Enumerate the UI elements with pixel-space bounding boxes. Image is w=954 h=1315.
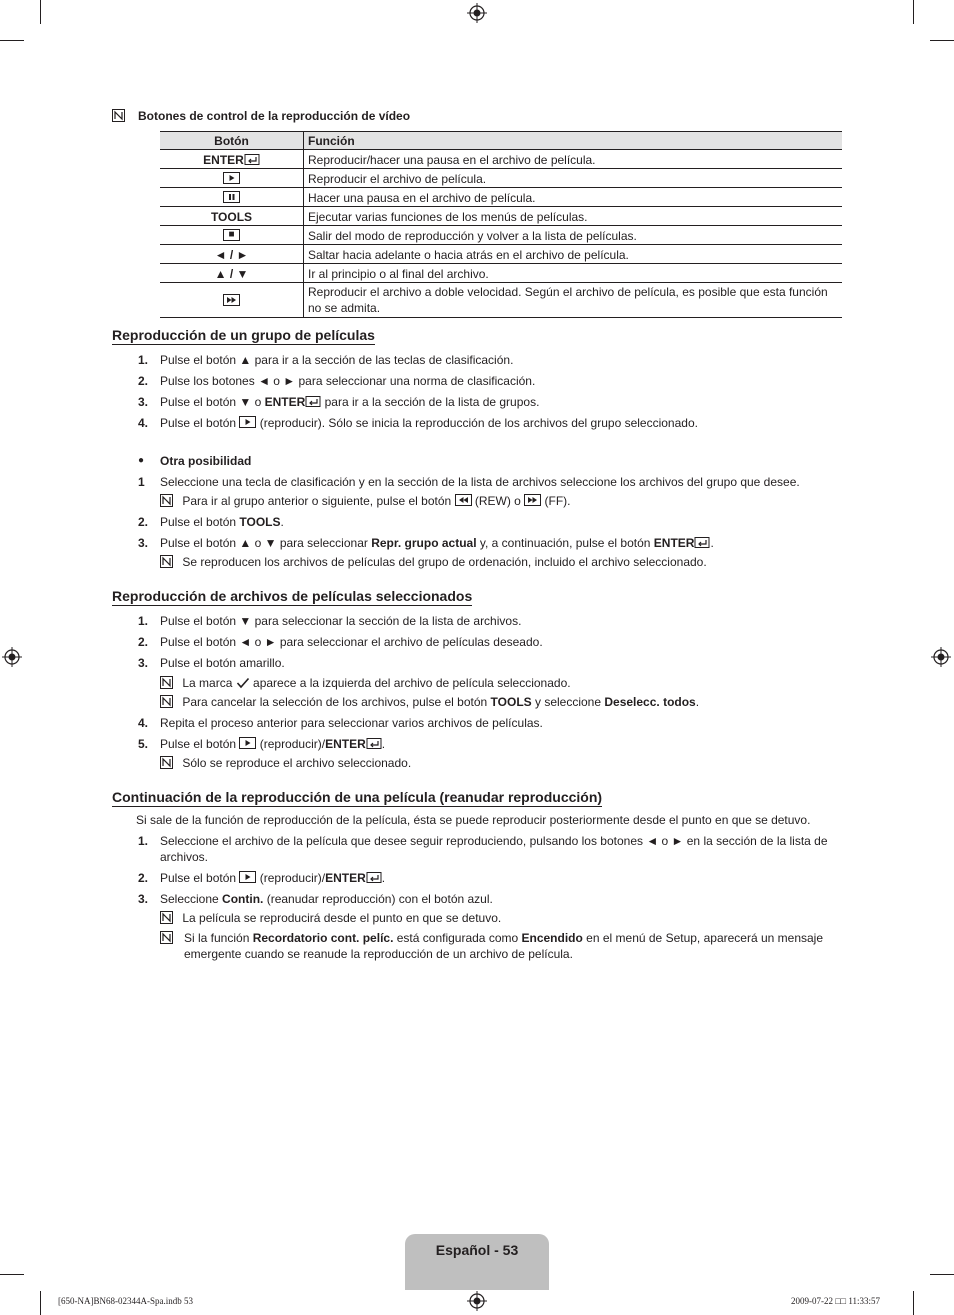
button-label: ENTER xyxy=(203,152,244,167)
registration-mark-icon xyxy=(467,3,487,23)
function-cell: Hacer una pausa en el archivo de película. xyxy=(304,188,843,207)
button-cell xyxy=(160,150,304,169)
step-text xyxy=(160,535,714,551)
bullet-icon: ● xyxy=(138,455,145,466)
step-number: 1. xyxy=(138,834,149,848)
step-number: 4. xyxy=(138,716,149,730)
step-number: 3. xyxy=(138,395,149,409)
page-number-tab xyxy=(405,1234,549,1290)
table-row xyxy=(160,150,842,169)
text-run: está configurada como xyxy=(393,931,522,945)
step-text: Repita el proceso anterior para seleccionar varios archivos de películas. xyxy=(160,716,543,730)
note xyxy=(160,910,501,926)
note xyxy=(160,694,699,710)
option-label: Contin. xyxy=(222,892,264,906)
text-run: en el menú de Setup, aparecerá un mensaje emergente cuando se reanude la reproducción de un archivo de película. xyxy=(184,931,824,961)
text-run: La película se reproducirá desde el punto en que se detuvo. xyxy=(182,911,502,925)
note xyxy=(160,554,707,570)
step-number: 2. xyxy=(138,515,149,529)
step-text xyxy=(160,415,698,431)
enter-icon xyxy=(694,537,710,548)
enter-label: ENTER xyxy=(325,737,366,751)
text-run: Pulse el botón xyxy=(160,871,240,885)
text-run: Para ir al grupo anterior o siguiente, pulse el botón xyxy=(182,494,455,508)
step-text: Pulse el botón ▲ para ir a la sección de las teclas de clasificación. xyxy=(160,353,514,367)
step-number: 1. xyxy=(138,614,149,628)
crop-mark xyxy=(40,1291,41,1315)
fast-forward-key-icon xyxy=(524,494,541,506)
button-cell xyxy=(160,188,304,207)
step-text: Seleccione una tecla de clasificación y en la sección de la lista de archivos seleccione los archivos del grupo que desee. xyxy=(160,475,800,489)
text-run: Pulse el botón ▲ o ▼ para seleccionar xyxy=(160,536,372,550)
text-run: . xyxy=(695,695,700,709)
text-run: aparece a la izquierda del archivo de película seleccionado. xyxy=(249,676,571,690)
note-icon xyxy=(160,555,173,568)
text-run: (reproducir)/ xyxy=(256,871,326,885)
note-icon xyxy=(160,911,173,924)
enter-label: ENTER xyxy=(264,395,306,409)
step-text: Pulse el botón amarillo. xyxy=(160,656,285,670)
note-text xyxy=(184,930,842,962)
option-label: Recordatorio cont. pelíc. xyxy=(252,931,394,945)
step-number: 4. xyxy=(138,416,149,430)
button-cell: TOOLS xyxy=(160,207,304,226)
step-text xyxy=(160,394,539,410)
step-text: Seleccione el archivo de la película que desee seguir reproduciendo, pulsando los botones ◄ o ► en la sección de la lista de archivos. xyxy=(160,834,828,864)
crop-mark xyxy=(40,0,41,24)
step-text xyxy=(160,736,385,752)
step-text: Pulse los botones ◄ o ► para seleccionar una norma de clasificación. xyxy=(160,374,536,388)
text-run: (reproducir)/ xyxy=(256,737,326,751)
table-row xyxy=(160,169,842,188)
table-row xyxy=(160,226,842,245)
text-run: . xyxy=(381,871,386,885)
text-run: Para cancelar la selección de los archivos, pulse el botón xyxy=(182,695,491,709)
text-run: Pulse el botón xyxy=(160,737,240,751)
button-cell xyxy=(160,169,304,188)
step-text xyxy=(160,870,385,886)
text-run: para ir a la sección de la lista de grupos. xyxy=(321,395,540,409)
enter-label: ENTER xyxy=(325,871,366,885)
enter-icon xyxy=(244,154,260,165)
print-slug-right: 2009-07-22 □□ 11:33:57 xyxy=(791,1296,881,1306)
function-cell: Ir al principio o al final del archivo. xyxy=(304,264,843,283)
table-title-text: Botones de control de la reproducción de vídeo xyxy=(138,109,411,123)
registration-mark-icon xyxy=(931,647,951,667)
alternative-title: Otra posibilidad xyxy=(160,454,252,468)
stop-key-glyph: ■ xyxy=(228,228,235,240)
table-row xyxy=(160,283,842,318)
crop-mark xyxy=(930,1274,954,1275)
pause-key-icon xyxy=(223,191,240,203)
step-number: 2. xyxy=(138,871,149,885)
button-cell: ▲ / ▼ xyxy=(160,264,304,283)
text-run: . xyxy=(280,515,284,529)
rewind-key-icon xyxy=(455,494,472,506)
enter-label: ENTER xyxy=(653,536,695,550)
text-run: (FF). xyxy=(541,494,571,508)
section-heading: Continuación de la reproducción de una película (reanudar reproducción) xyxy=(112,789,603,805)
table-row xyxy=(160,207,842,226)
step-number: 1. xyxy=(138,353,149,367)
stop-key-icon xyxy=(223,229,240,241)
text-run: . xyxy=(710,536,714,550)
tools-label: TOOLS xyxy=(239,515,281,529)
table-header-row xyxy=(160,132,842,150)
crop-mark xyxy=(913,1291,914,1315)
step-text: Pulse el botón ▼ para seleccionar la sección de la lista de archivos. xyxy=(160,614,522,628)
button-cell xyxy=(160,283,304,318)
function-cell: Reproducir el archivo de película. xyxy=(304,169,843,188)
option-label: Deselecc. todos xyxy=(604,695,696,709)
crop-mark xyxy=(930,40,954,41)
section-intro: Si sale de la función de reproducción de la película, ésta se puede reproducir posteriormente desde el punto en que se detuvo. xyxy=(136,813,811,827)
play-key-icon xyxy=(239,871,256,883)
print-slug-left: [650-NA]BN68-02344A-Spa.indb 53 xyxy=(58,1296,193,1306)
text-run: y, a continuación, pulse el botón xyxy=(476,536,654,550)
fast-forward-key-icon xyxy=(223,294,240,306)
crop-mark xyxy=(0,1274,24,1275)
text-run: Sólo se reproduce el archivo seleccionado. xyxy=(182,756,412,770)
step-text xyxy=(160,514,284,530)
column-header-function: Función xyxy=(304,132,843,150)
page-number: Español - 53 xyxy=(435,1242,519,1258)
play-key-icon xyxy=(223,172,240,184)
section-heading: Reproducción de un grupo de películas xyxy=(112,327,375,343)
function-cell: Reproducir el archivo a doble velocidad. Según el archivo de película, es posible que esta función no se admita. xyxy=(304,283,843,318)
step-number: 3. xyxy=(138,536,149,550)
enter-icon xyxy=(366,738,382,749)
function-cell: Saltar hacia adelante o hacia atrás en el archivo de película. xyxy=(304,245,843,264)
text-run: (reproducir). Sólo se inicia la reproducción de los archivos del grupo seleccionado. xyxy=(256,416,698,430)
play-key-icon xyxy=(239,737,256,749)
note xyxy=(160,755,411,771)
play-key-icon xyxy=(239,416,256,428)
text-run: Pulse el botón xyxy=(160,515,240,529)
step-number: 5. xyxy=(138,737,149,751)
note-icon xyxy=(160,931,173,944)
step-number: 1 xyxy=(138,475,145,489)
step-number: 2. xyxy=(138,635,149,649)
step-text xyxy=(160,891,493,907)
note-icon xyxy=(112,109,125,122)
text-run: (reanudar reproducción) con el botón azul. xyxy=(263,892,493,906)
crop-mark xyxy=(913,0,914,24)
step-number: 3. xyxy=(138,656,149,670)
column-header-button: Botón xyxy=(160,132,304,150)
note-icon xyxy=(160,756,173,769)
button-cell xyxy=(160,226,304,245)
button-cell: ◄ / ► xyxy=(160,245,304,264)
section-heading: Reproducción de archivos de películas seleccionados xyxy=(112,588,473,604)
table-title xyxy=(138,108,410,124)
registration-mark-icon xyxy=(2,647,22,667)
crop-mark xyxy=(0,40,24,41)
checkmark-icon xyxy=(236,677,250,689)
tools-label: TOOLS xyxy=(490,695,532,709)
table-row xyxy=(160,264,842,283)
step-number: 3. xyxy=(138,892,149,906)
text-run: Seleccione xyxy=(160,892,223,906)
text-run: La marca xyxy=(182,676,236,690)
function-cell: Reproducir/hacer una pausa en el archivo de película. xyxy=(304,150,843,169)
note-icon xyxy=(160,676,173,689)
text-run: . xyxy=(381,737,386,751)
note xyxy=(160,675,571,691)
table-row xyxy=(160,188,842,207)
note-icon xyxy=(160,695,173,708)
note xyxy=(160,493,571,509)
option-label: Encendido xyxy=(521,931,583,945)
function-cell: Ejecutar varias funciones de los menús de películas. xyxy=(304,207,843,226)
registration-mark-icon xyxy=(467,1291,487,1311)
table-row xyxy=(160,245,842,264)
text-run: Pulse el botón xyxy=(160,416,240,430)
option-label: Repr. grupo actual xyxy=(371,536,477,550)
enter-icon xyxy=(305,396,321,407)
enter-icon xyxy=(366,872,382,883)
text-run: (REW) o xyxy=(471,494,525,508)
text-run: Pulse el botón ▼ o xyxy=(160,395,265,409)
playback-control-table xyxy=(160,131,842,318)
note-icon xyxy=(160,494,173,507)
step-text: Pulse el botón ◄ o ► para seleccionar el archivo de películas deseado. xyxy=(160,635,543,649)
text-run: y seleccione xyxy=(531,695,605,709)
function-cell: Salir del modo de reproducción y volver a la lista de películas. xyxy=(304,226,843,245)
text-run: Si la función xyxy=(184,931,253,945)
step-number: 2. xyxy=(138,374,149,388)
text-run: Se reproducen los archivos de películas del grupo de ordenación, incluido el archivo seleccionado. xyxy=(182,555,707,569)
